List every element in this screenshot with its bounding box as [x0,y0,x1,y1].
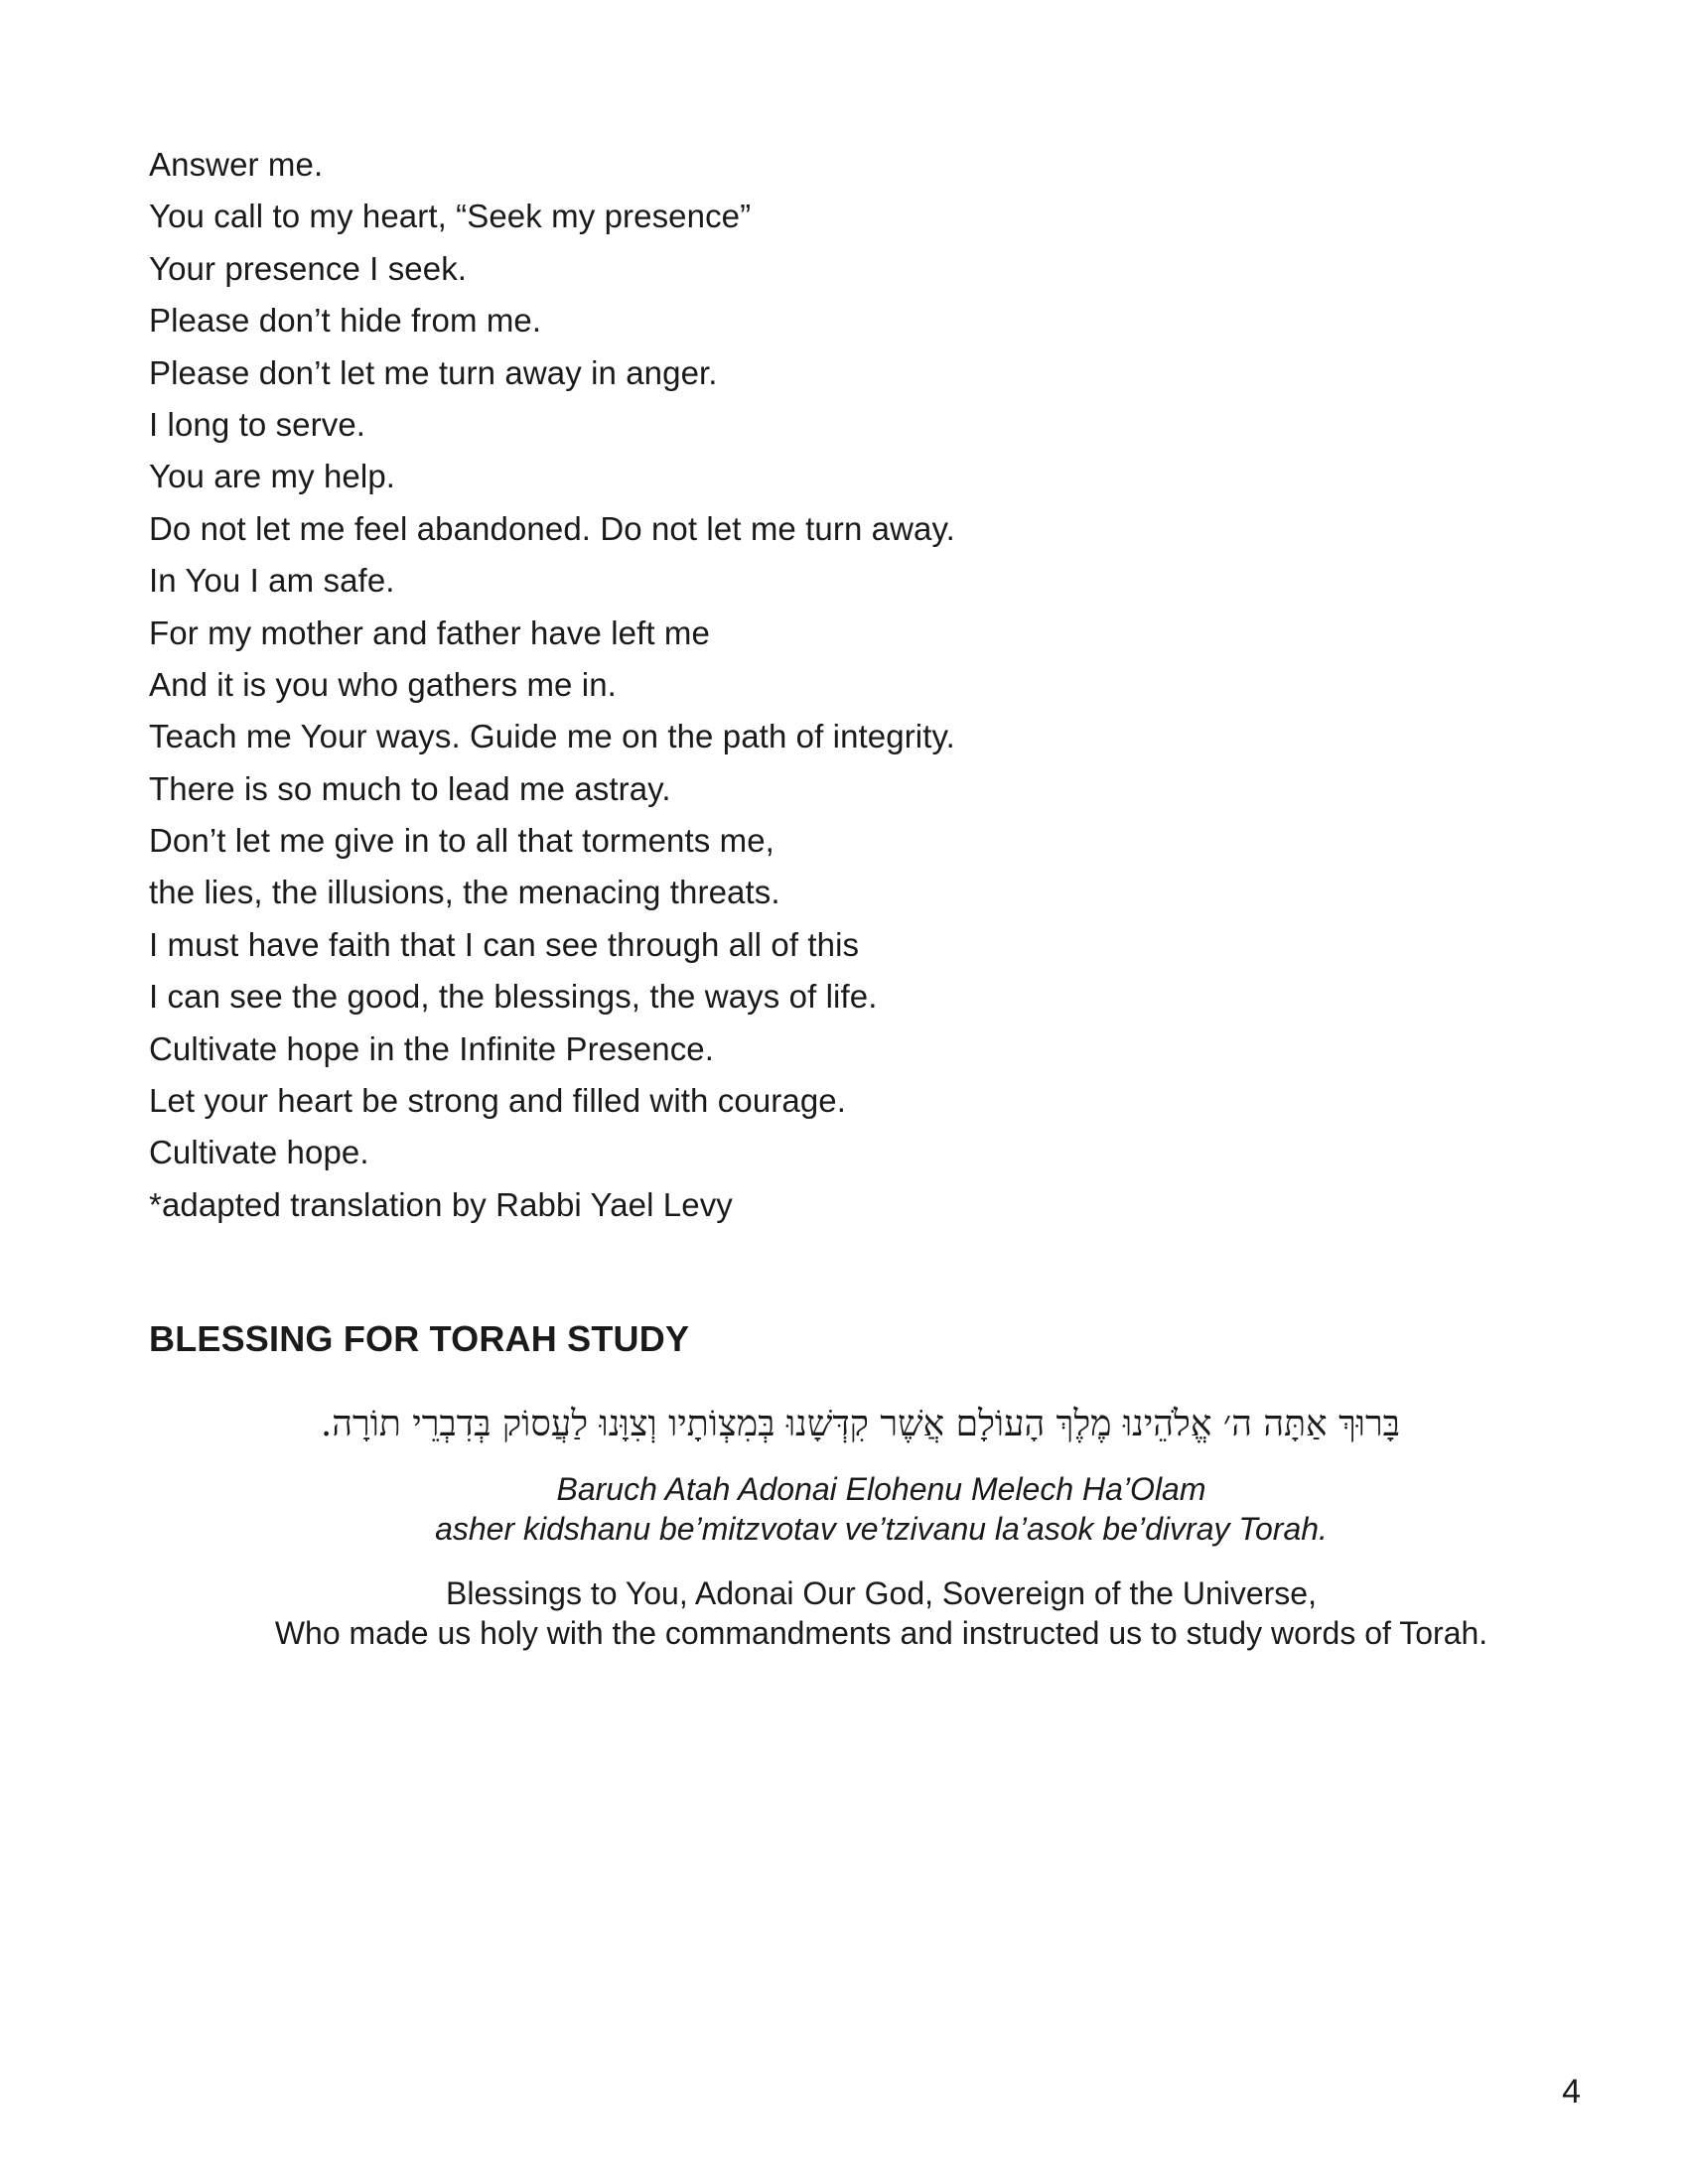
transliteration-line: asher kidshanu be’mitzvotav ve’tzivanu la’asok be’divray Torah. [435,1511,1328,1547]
transliteration-line: Baruch Atah Adonai Elohenu Melech Ha’Olam [556,1471,1206,1507]
poem-line: Let your heart be strong and filled with courage. [149,1082,846,1120]
poem-line: You are my help. [149,458,396,495]
poem-line: For my mother and father have left me [149,614,710,651]
section-heading: BLESSING FOR TORAH STUDY [149,1318,690,1359]
poem-line: Your presence I seek. [149,249,468,287]
poem-line: I can see the good, the blessings, the ways of life. [149,978,878,1016]
poem-line: In You I am safe. [149,562,395,600]
poem-line: And it is you who gathers me in. [149,665,617,703]
translation-line: Who made us holy with the commandments and instructed us to study words of Torah. [274,1615,1488,1651]
poem-line: I must have faith that I can see through all of this [149,925,860,963]
poem-line: Do not let me feel abandoned. Do not let me turn away. [149,509,955,547]
poem-line: Answer me. [149,146,324,183]
poem-line: Teach me Your ways. Guide me on the path of integrity. [149,718,955,755]
poem [149,139,1241,1231]
poem-line: I long to serve. [149,405,366,443]
translation-line: Blessings to You, Adonai Our God, Sovereign of the Universe, [446,1575,1317,1611]
poem-line: Please don’t let me turn away in anger. [149,353,718,391]
translation-credit: *adapted translation by Rabbi Yael Levy [149,1185,733,1223]
page-number: 4 [1562,2073,1581,2111]
english-translation [149,1573,1614,1653]
transliteration [149,1469,1614,1549]
poem-line: Please don’t hide from me. [149,302,542,340]
poem-line: You call to my heart, “Seek my presence” [149,198,752,235]
poem-line: Cultivate hope in the Infinite Presence. [149,1029,715,1067]
hebrew-blessing: בָּרוּךְ אַתָּה ה׳ אֱלֹהֵינוּ מֶלֶךְ הָעוֹלָם אֲשֶׁר קִדְּשָׁנוּ בְּמִצְוֹתָיו וְצִוָּנוּ לַעֲסוֹק בְּדִבְרֵי תוֹרָה. [320,1404,1400,1444]
poem-line: There is so much to lead me astray. [149,769,671,807]
poem-line: Don’t let me give in to all that torments me, [149,822,774,860]
poem-line: Cultivate hope. [149,1134,369,1171]
poem-line: the lies, the illusions, the menacing threats. [149,874,780,911]
